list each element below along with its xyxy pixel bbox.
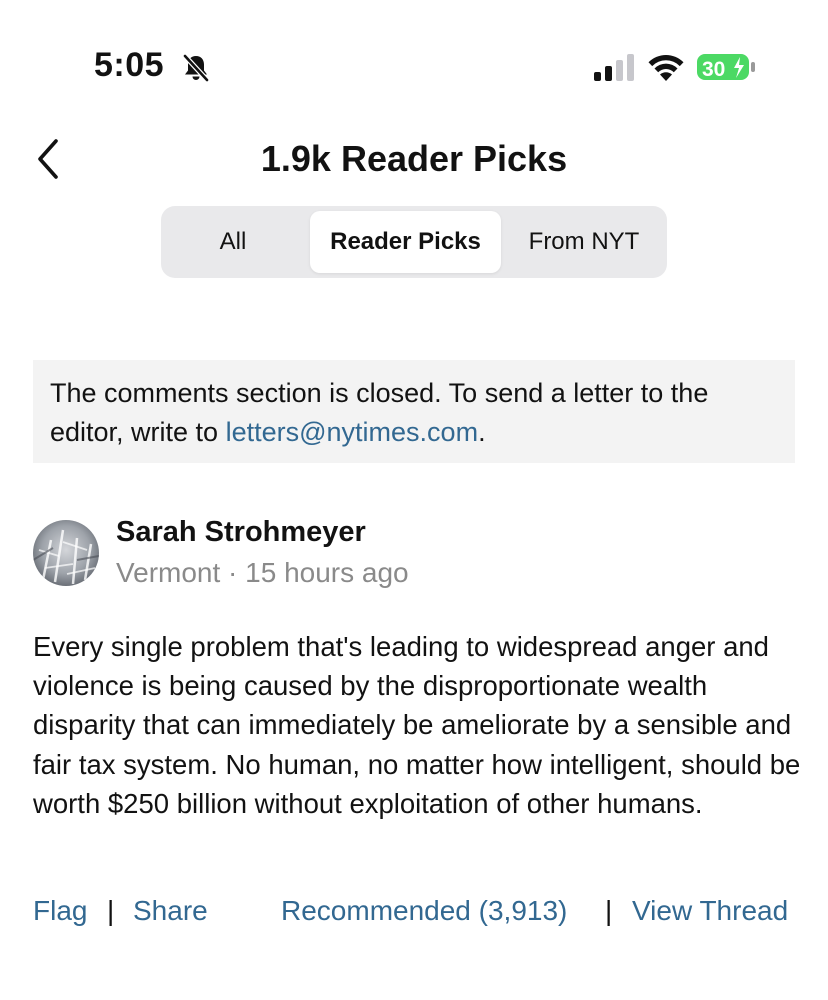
page-title: 1.9k Reader Picks [260,138,568,179]
battery-level: 30 [702,58,726,81]
comment-actions [33,895,803,935]
recommend-link[interactable]: Recommended (3,913) [281,895,568,926]
battery-charging-icon [696,52,756,82]
action-separator: | [605,895,613,926]
comment-author[interactable]: Sarah Strohmeyer [116,516,366,548]
comments-closed-notice [33,360,795,463]
action-separator: | [107,895,115,926]
share-link[interactable]: Share [133,895,208,926]
comment-meta: Vermont · 15 hours ago [116,557,409,588]
tab-reader-picks[interactable]: Reader Picks [310,211,501,273]
tab-all[interactable]: All [219,228,247,255]
bell-slash-icon [180,52,212,84]
comment-filter-tabs [161,206,667,278]
comment-body: Every single problem that's leading to widespread anger and violence is being caused by the disproportionate wealth disparity that can immediately be ameliorate by a sensible and fair tax system. No human, no matter how intelligent, should be worth $250 billion without exploitation of other humans. [33,631,801,819]
flag-link[interactable]: Flag [33,895,88,926]
status-time: 5:05 [94,46,165,84]
notice-end: . [478,417,486,447]
cellular-signal-icon [592,54,636,82]
avatar-image [33,520,99,586]
letters-email-link[interactable]: letters@nytimes.com [225,417,479,447]
tab-from-nyt[interactable]: From NYT [528,228,640,255]
wifi-icon [646,52,686,82]
avatar[interactable] [33,520,99,586]
view-thread-link[interactable]: View Thread [632,895,789,926]
notice-text: The comments section is closed. To send a letter to the editor, write to [50,378,709,447]
